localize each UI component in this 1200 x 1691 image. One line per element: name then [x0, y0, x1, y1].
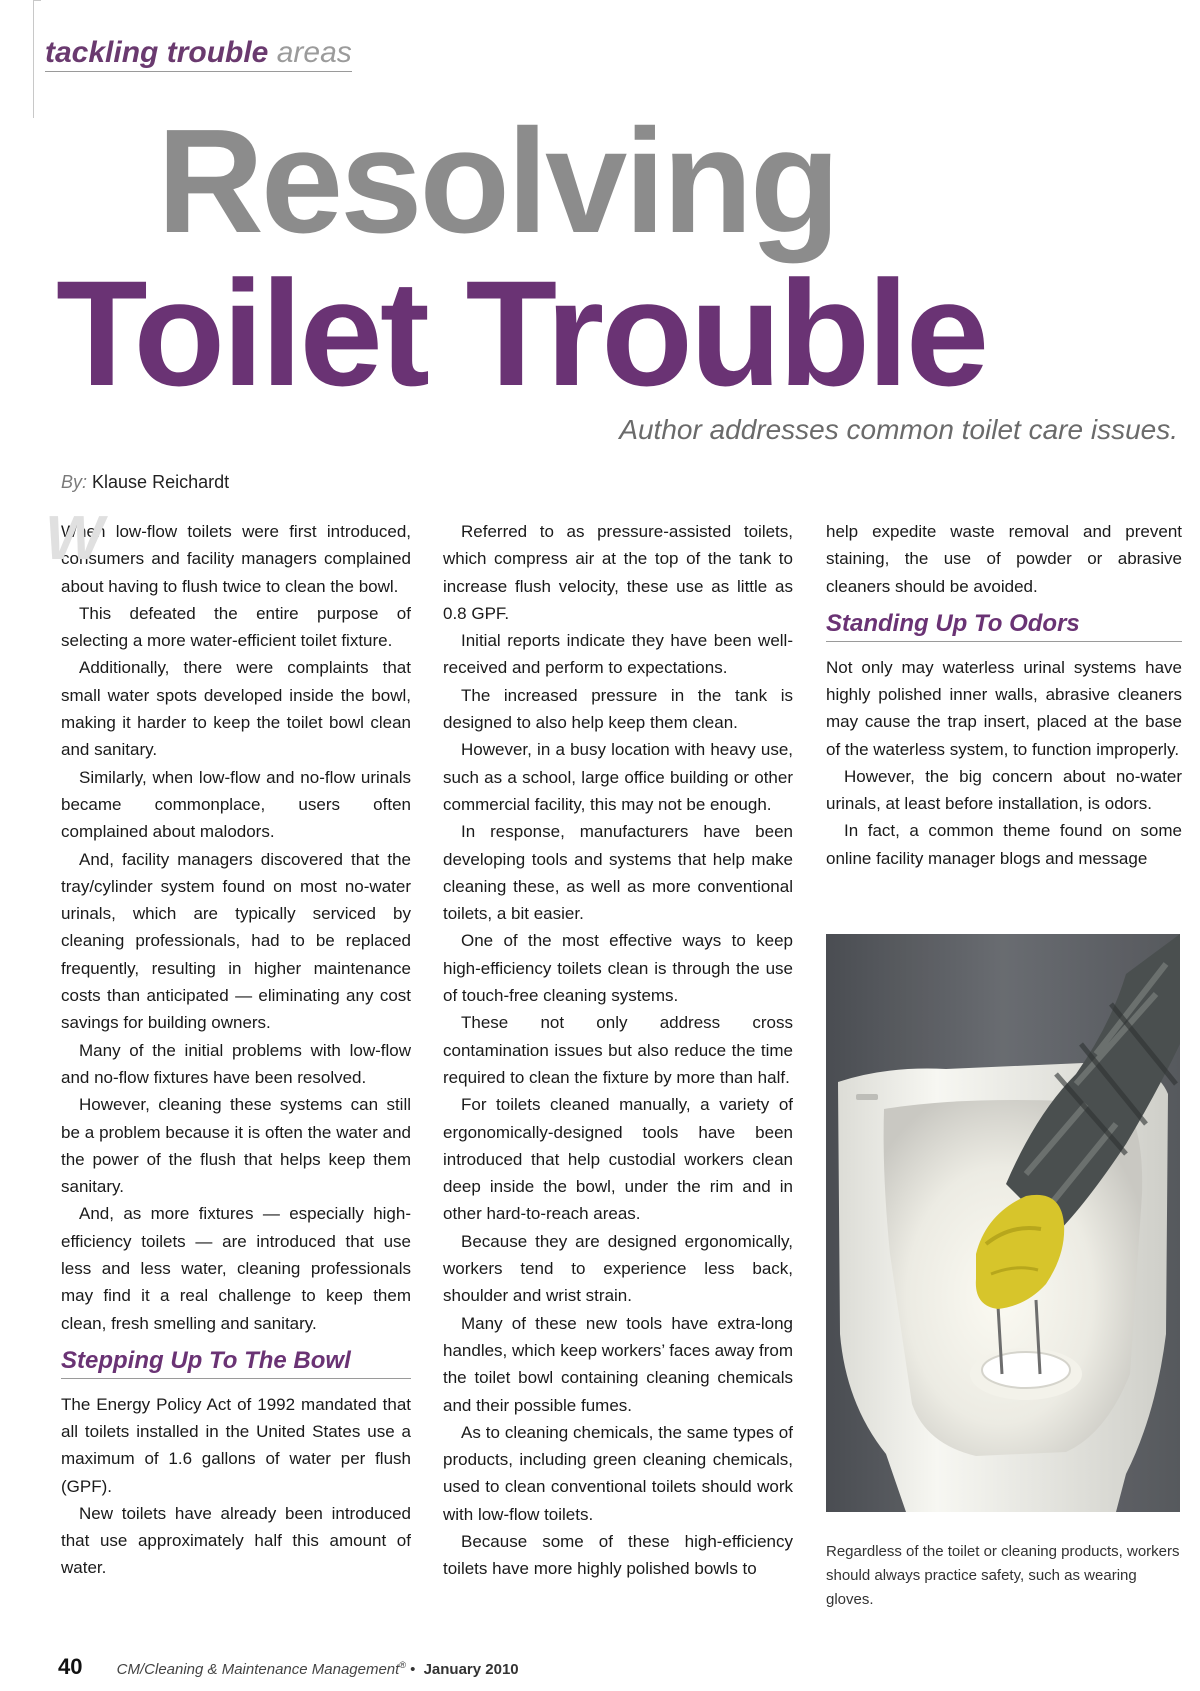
- section-heading: Standing Up To Odors: [826, 610, 1182, 642]
- photo-illustration: [826, 934, 1180, 1512]
- article-column-3: [826, 518, 1182, 872]
- title-line-1: Resolving: [157, 99, 838, 264]
- lead-paragraph-wrap: [45, 504, 411, 600]
- paragraph: One of the most effective ways to keep high-efficiency toilets clean is through the use of touch-free cleaning systems.: [443, 931, 793, 1006]
- page-footer: [58, 1654, 519, 1680]
- section-tag-secondary: areas: [276, 36, 352, 69]
- paragraph: These not only address cross contamination issues but also reduce the time required to clean the fixture by more than half.: [443, 1013, 793, 1087]
- section-tag-primary: tackling trouble: [45, 36, 269, 69]
- photo-caption: Regardless of the toilet or cleaning products, workers should always practice safety, such as wearing gloves.: [826, 1543, 1180, 1608]
- paragraph: Because they are designed ergonomically, workers tend to experience less back, shoulder and wrist strain.: [443, 1231, 793, 1306]
- paragraph: In fact, a common theme found on some online facility manager blogs and message: [826, 821, 1182, 868]
- article-column-1: [45, 504, 411, 1582]
- article-column-2: [443, 518, 793, 1583]
- paragraph: The increased pressure in the tank is designed to also help keep them clean.: [443, 685, 793, 733]
- paragraph: However, the big concern about no-water urinals, at least before installation, is odors.: [826, 766, 1182, 814]
- footer-separator: •: [410, 1661, 416, 1678]
- article-subtitle: Author addresses common toilet care issues.: [619, 414, 1178, 445]
- byline-label: By:: [61, 472, 88, 492]
- paragraph: Initial reports indicate they have been well-received and perform to expectations.: [443, 631, 793, 678]
- corner-rule-horizontal: [33, 0, 41, 1]
- section-heading: Stepping Up To The Bowl: [61, 1347, 411, 1379]
- page-number: 40: [58, 1654, 83, 1679]
- paragraph: In response, manufacturers have been developing tools and systems that help make cleaning these, as well as more conventional toilets, a bit easier.: [443, 822, 793, 924]
- paragraph: Not only may waterless urinal systems have highly polished inner walls, abrasive cleaners may cause the trap insert, placed at the base of the waterless system, to function improperly.: [826, 657, 1182, 759]
- paragraph: And, facility managers discovered that the tray/cylinder system found on most no-water urinals, which are typically serviced by cleaning professionals, had to be replaced frequently, resulting in higher maintenance costs than anticipated — eliminating any cost savings for building owners.: [61, 849, 411, 1033]
- paragraph: Additionally, there were complaints that small water spots developed inside the bowl, making it harder to keep the toilet bowl clean and sanitary.: [61, 658, 411, 760]
- byline: [61, 472, 229, 493]
- paragraph: Referred to as pressure-assisted toilets, which compress air at the top of the tank to increase flush velocity, these use as little as 0.8 GPF.: [443, 522, 793, 623]
- section-tag: [45, 36, 352, 72]
- issue-date: January 2010: [423, 1661, 519, 1678]
- drop-cap: W: [45, 504, 104, 573]
- paragraph: Many of these new tools have extra-long handles, which keep workers’ faces away from the toilet bowl containing cleaning chemicals and their possible fumes.: [443, 1313, 793, 1415]
- corner-rule-vertical: [33, 0, 34, 118]
- paragraph: For toilets cleaned manually, a variety of ergonomically-designed tools have been introduced that help custodial workers clean deep inside the bowl, under the rim and in other hard-to-reach areas.: [443, 1095, 793, 1224]
- paragraph: help expedite waste removal and prevent staining, the use of powder or abrasive cleaners should be avoided.: [826, 522, 1182, 596]
- publication-name: CM/Cleaning & Maintenance Management: [116, 1661, 400, 1678]
- urinal-cleaning-photo: [826, 934, 1180, 1512]
- paragraph: Similarly, when low-flow and no-flow urinals became commonplace, users often complained about malodors.: [61, 767, 411, 842]
- title-line-2: Toilet Trouble: [56, 249, 987, 417]
- paragraph: This defeated the entire purpose of selecting a more water-efficient toilet fixture.: [61, 603, 411, 651]
- paragraph: And, as more fixtures — especially high-efficiency toilets — are introduced that use less and less water, cleaning professionals may find it a real challenge to keep them clean, fresh smelling and sanitary.: [61, 1204, 411, 1333]
- paragraph: As to cleaning chemicals, the same types of products, including green cleaning chemicals, used to clean conventional toilets should work with low-flow toilets.: [443, 1422, 793, 1524]
- lead-paragraph: When low-flow toilets were first introduced, consumers and facility managers complained about having to flush twice to clean the bowl.: [61, 522, 411, 596]
- author-name: Klause Reichardt: [92, 472, 230, 492]
- paragraph: However, cleaning these systems can still be a problem because it is often the water and the power of the flush that helps keep them sanitary.: [61, 1095, 411, 1197]
- registered-mark: ®: [399, 1660, 406, 1670]
- paragraph: New toilets have already been introduced that use approximately half this amount of water.: [61, 1503, 411, 1578]
- paragraph: Many of the initial problems with low-flow and no-flow fixtures have been resolved.: [61, 1040, 411, 1087]
- paragraph: The Energy Policy Act of 1992 mandated that all toilets installed in the United States use a maximum of 1.6 gallons of water per flush (GPF).: [61, 1394, 411, 1496]
- paragraph: Because some of these high-efficiency toilets have more highly polished bowls to: [443, 1531, 793, 1579]
- paragraph: However, in a busy location with heavy use, such as a school, large office building or other commercial facility, this may not be enough.: [443, 740, 793, 814]
